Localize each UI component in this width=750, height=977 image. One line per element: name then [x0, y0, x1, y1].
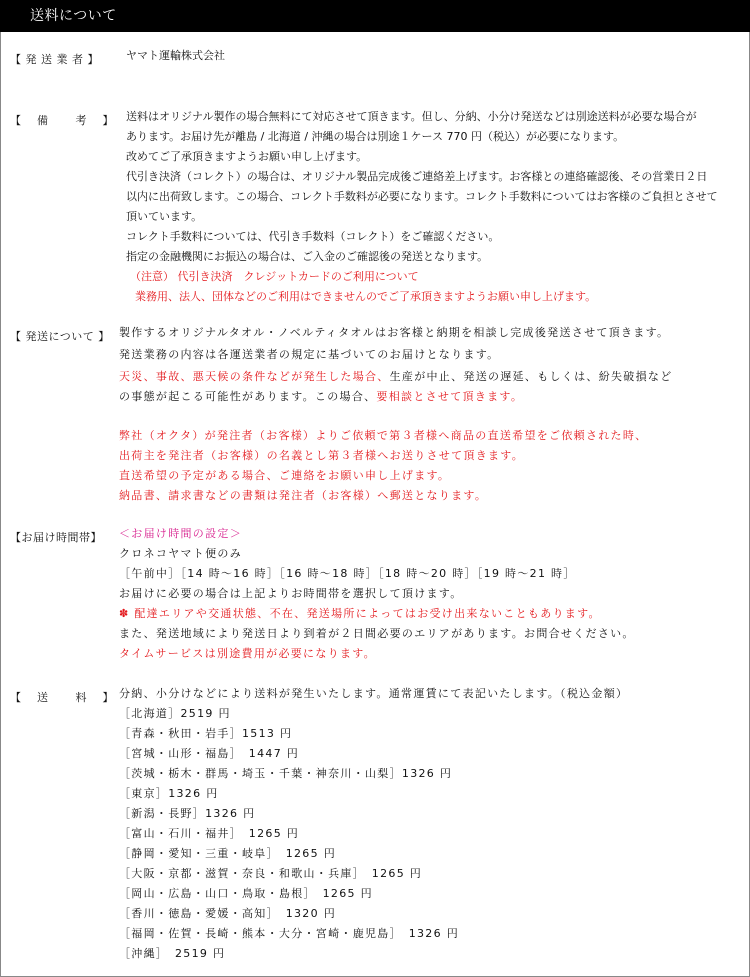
shipping-direct-line: 弊社（オクタ）が発注者（お客様）よりご依頼で第３者様へ商品の直送希望をご依頼された時、: [119, 429, 648, 442]
remarks-line: 改めてご了承頂きますようお願い申し上げます。: [126, 150, 368, 163]
shipping-warning-red: 天災、事故、悪天候の条件などが発生した場合、: [119, 370, 390, 383]
fee-row: ［静岡・愛知・三重・岐阜］ 1265 円: [119, 847, 336, 860]
shipping-line: [119, 367, 673, 387]
page-title: 送料について: [0, 0, 750, 32]
fee-row: ［東京］1326 円: [119, 787, 219, 800]
shipping-label: 【 発送について 】: [10, 330, 110, 343]
remarks-caution-text: 業務用、法人、団体などのご利用はできませんのでご了承頂きますようお願い申し上げます。: [135, 290, 597, 303]
delivery-time-line: また、発送地域により発送日より到着が２日間必要のエリアがあります。お問合せください。: [119, 627, 635, 640]
delivery-time-line: お届けに必要の場合は上記よりお時間帯を選択して頂けます。: [119, 587, 463, 600]
delivery-time-warning: ✽ 配達エリアや交通状態、不在、発送場所によってはお受け出来ないこともあります。: [119, 607, 601, 620]
remarks-line: あります。お届け先が離島 / 北海道 / 沖縄の場合は別途１ケース 770 円（税込）が必要になります。: [126, 130, 625, 143]
delivery-time-heading: ＜お届け時間の設定＞: [119, 527, 242, 540]
fee-row: ［北海道］2519 円: [119, 707, 231, 720]
shipping-consult-red: 要相談とさせて頂きます。: [376, 390, 524, 403]
remarks-line: コレクト手数料については、代引き手数料（コレクト）をご確認ください。: [126, 230, 500, 243]
fee-row: ［富山・石川・福井］ 1265 円: [119, 827, 300, 840]
delivery-time-label: 【お届け時間帯】: [10, 531, 102, 544]
fee-row: ［大阪・京都・滋賀・奈良・和歌山・兵庫］ 1265 円: [119, 867, 423, 880]
remarks-line: 以内に出荷致します。この場合、コレクト手数料が必要になります。コレクト手数料についてはお客様のご負担とさせて: [126, 190, 718, 203]
remarks-line: 指定の金融機関にお振込の場合は、ご入金のご確認後の発送となります。: [126, 250, 489, 263]
shipping-line: 発送業務の内容は各運送業者の規定に基づいてのお届けとなります。: [119, 348, 500, 361]
delivery-time-slots: ［午前中］［14 時～16 時］［16 時～18 時］［18 時～20 時］［19 時～21 時］: [119, 567, 576, 580]
shipping-warning-text: 生産が中止、発送の遅延、もしくは、紛失破損など: [389, 370, 673, 383]
shipping-line: [119, 387, 523, 407]
shipping-direct-line: 納品書、請求書などの書類は発注者（お客様）へ郵送となります。: [119, 489, 488, 502]
carrier-value: ヤマト運輸株式会社: [126, 49, 225, 62]
remarks-line: 頂いています。: [126, 210, 203, 223]
remarks-caution-title: （注意） 代引き決済 クレジットカードのご利用について: [130, 270, 419, 283]
shipping-direct-line: 直送希望の予定がある場合、ご連絡をお願い申し上げます。: [119, 469, 451, 482]
shipping-line: 製作するオリジナルタオル・ノベルティタオルはお客様と納期を相談し完成後発送させて頂きます。: [119, 326, 670, 339]
delivery-time-service-note: タイムサービスは別途費用が必要になります。: [119, 647, 376, 660]
fees-label: 【 送 料 】: [10, 691, 114, 704]
shipping-warning-text-2: の事態が起こる可能性があります。この場合、: [119, 390, 377, 403]
shipping-direct-line: 出荷主を発注者（お客様）の名義とし第３者様へお送りさせて頂きます。: [119, 449, 525, 462]
carrier-label: 【 発 送 業 者 】: [10, 53, 99, 66]
fee-row: ［岡山・広島・山口・鳥取・島根］ 1265 円: [119, 887, 373, 900]
fee-row: ［福岡・佐賀・長崎・熊本・大分・宮崎・鹿児島］ 1326 円: [119, 927, 459, 940]
fee-row: ［青森・秋田・岩手］1513 円: [119, 727, 293, 740]
delivery-time-line: クロネコヤマト便のみ: [119, 547, 242, 560]
fee-row: ［茨城・栃木・群馬・埼玉・千葉・神奈川・山梨］1326 円: [119, 767, 453, 780]
fee-row: ［沖縄］ 2519 円: [119, 947, 226, 960]
remarks-line: 送料はオリジナル製作の場合無料にて対応させて頂きます。但し、分納、小分け発送などは別途送料が必要な場合が: [126, 110, 697, 123]
fee-row: ［宮城・山形・福島］ 1447 円: [119, 747, 300, 760]
fee-row: ［新潟・長野］1326 円: [119, 807, 256, 820]
remarks-label: 【 備 考 】: [10, 114, 114, 127]
remarks-line: 代引き決済（コレクト）の場合は、オリジナル製品完成後ご連絡差上げます。お客様との連絡確認後、その営業日２日: [126, 170, 708, 183]
fee-row: ［香川・徳島・愛媛・高知］ 1320 円: [119, 907, 336, 920]
fees-intro: 分納、小分けなどにより送料が発生いたします。通常運賃にて表記いたします。（税込金額）: [119, 687, 629, 700]
